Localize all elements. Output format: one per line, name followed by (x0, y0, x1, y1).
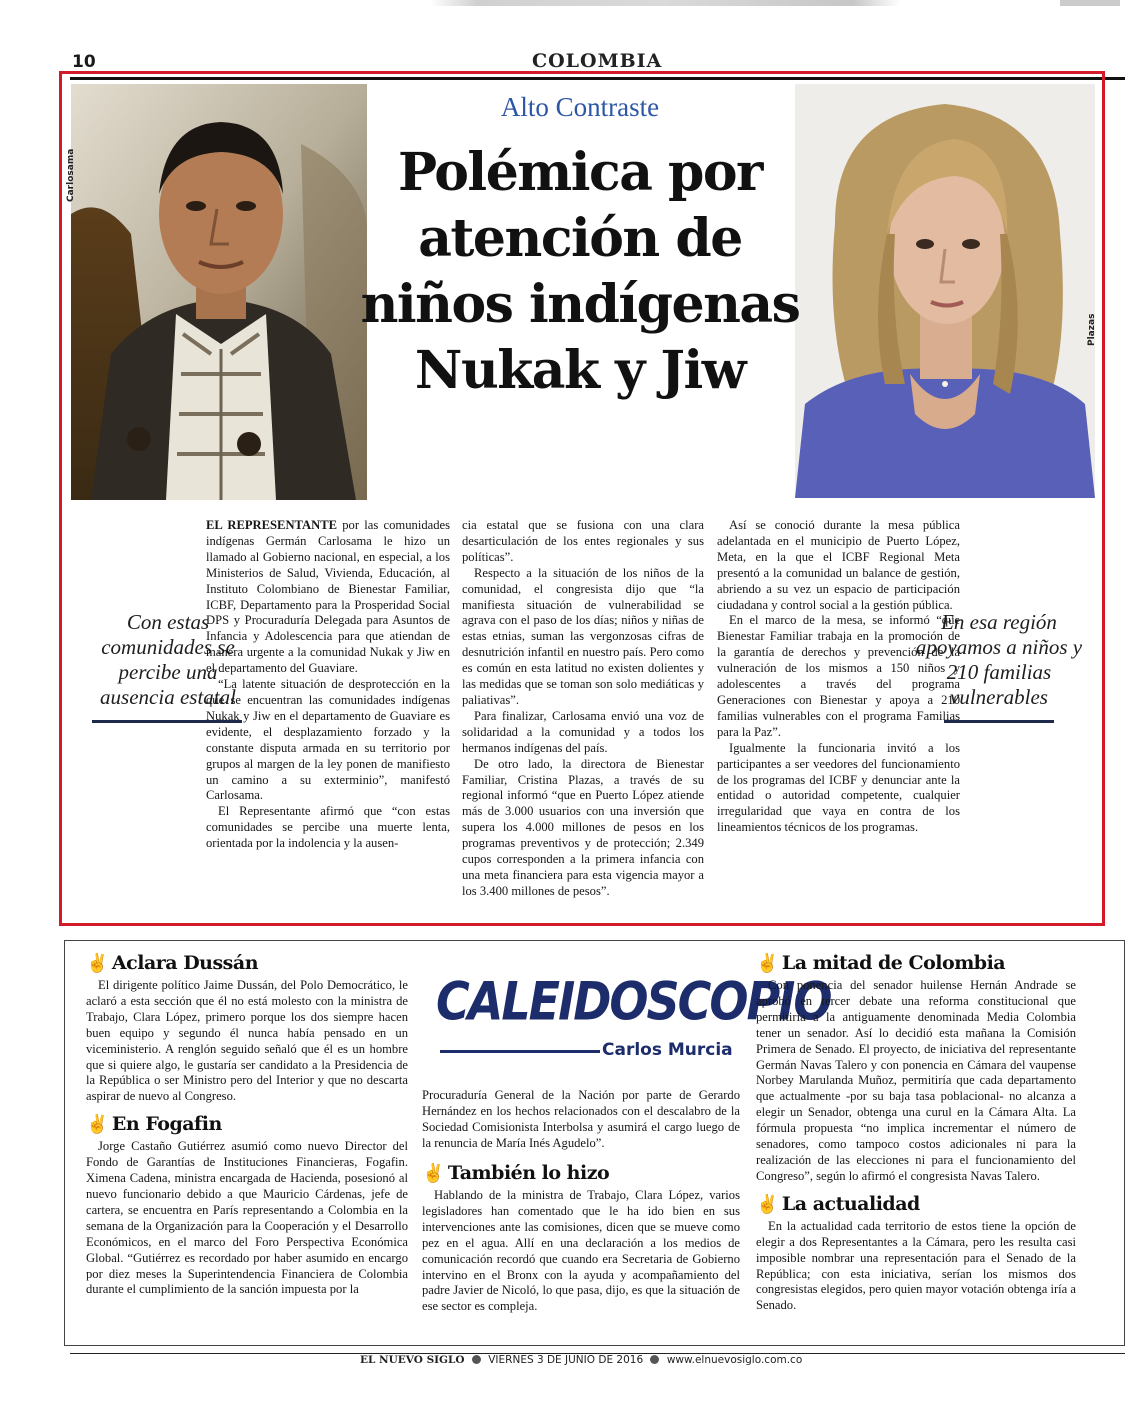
photo-credit-left: Carlosama (66, 148, 76, 202)
article-kicker: Alto Contraste (500, 92, 660, 122)
article-column-2 (462, 518, 704, 900)
portrait-woman-image (795, 84, 1095, 498)
scan-artifact (1060, 0, 1120, 6)
column-item-text: Jorge Castaño Gutiérrez asumió como nuevo Director del Fondo de Garantías de Instituciones Financieras, Fogafin. Ximena Cadena, ministra encargada de Hacienda, posesionó al nuevo funcionario debido a que Mauricio Cárdenas, jefe de cartera, se encuentra en París representando a Colombia en la semana de la Organización para la Cooperación y el Desarrollo Económicos, en el marco del Foro Perspectiva Económica Global. “Gutiérrez es recordado por haber asumido en encargo por diez meses la Superintendencia Financiera de Colombia durante el cumplimiento de la sanción impuesta por la (86, 1139, 408, 1297)
website-url: www.elnuevosiglo.com.co (666, 1354, 803, 1366)
issue-date: VIERNES 3 DE JUNIO DE 2016 (488, 1354, 644, 1366)
article-paragraph: En el marco de la mesa, se informó “que Bienestar Familiar trabaja en la promoción de la garantía de derechos y prevención de la vulneración de los mismos a 150 niños y adolescentes a través del programa Generaciones con Bienestar y apoya a 210 familias vulnerables con el programa Familias para la Paz”. (717, 613, 960, 739)
headline-line: atención de (418, 208, 742, 269)
photo-credit-right: Plazas (1087, 313, 1097, 346)
article-paragraph: Igualmente la funcionaria invitó a los participantes a ser veedores del funcionamiento de los programas del ICBF y denunciar ante la entidad o autoridad competente, cualquier irregularidad que vaya en contra de los lineamientos técnicos de los programas. (717, 740, 960, 835)
column-item-heading: ✌ La mitad de Colombia (756, 952, 1006, 974)
article-paragraph: De otro lado, la directora de Bienestar Familiar, Cristina Plazas, a través de su regional informó “que en Puerto López atiende más de 3.000 usuarios con una inversión que supera los 4.000 millones de pesos en los programas preventivos y de protección; 2.349 cupos corresponden a la primera infancia con una meta financiera para esta vigencia mayor a los 3.400 millones de pesos”. (462, 756, 704, 898)
scan-artifact (430, 0, 900, 6)
column-title: CALEIDOSCOPIO (436, 969, 831, 1033)
column-item-text: El dirigente político Jaime Dussán, del Polo Democrático, le aclaró a esta sección que él no está molesto con la ministra de Trabajo, Clara López, primero porque los dos siempre hacen buen equipo y segundo él nunca había pensado en un viceministerio. A renglón seguido señaló que él es un hombre que si quiere algo, le gustaría ser candidato a la Presidencia de la República o ser Ministro pero del Interior y que no descarta aspirar de nuevo al Congreso. (86, 978, 408, 1104)
photo-plazas (795, 84, 1095, 498)
headline-line: Polémica por (398, 142, 762, 203)
article-paragraph: Respecto a la situación de los niños de la comunidad, el congresista dijo que “la manifiesta situación de vulnerabilidad se agrava con el paso de los días; niños y niñas de estas etnias, suman las vergonzosas cifras de desnutrición infantil en nuestro país. Pero como es común en esta latitud no existen dolientes y las medidas que se toman son solo mediáticas y paliativas”. (462, 565, 704, 707)
pull-quote-rule (944, 720, 1054, 723)
headline-line: Nukak y Jiw (414, 340, 746, 401)
column-left (86, 952, 408, 1298)
column-author: Carlos Murcia (602, 1040, 733, 1060)
section-name: COLOMBIA (532, 50, 663, 72)
victory-hand-icon: ✌ (422, 1163, 444, 1184)
article-column-1 (206, 518, 450, 852)
column-item-text: En la actualidad cada territorio de estos tiene la opción de elegir a dos Representantes a la Cámara, pero les resulta casi imposible nombrar una representación para el Senado de la República; con esta iniciativa, serían los mismos dos congresistas elegidos, pero quien mayor votación obtenga iría a Senado. (756, 1218, 1076, 1313)
column-item-heading: ✌ También lo hizo (422, 1162, 610, 1184)
headline-line: niños indígenas (360, 274, 800, 335)
bullet-dot-icon (472, 1355, 481, 1364)
victory-hand-icon: ✌ (86, 953, 108, 974)
lead-in: EL REPRESENTANTE (206, 518, 337, 532)
page-footer (360, 1354, 802, 1366)
column-item-heading: ✌ La actualidad (756, 1192, 920, 1215)
column-center (422, 1162, 740, 1315)
victory-hand-icon: ✌ (756, 953, 778, 974)
article-paragraph: Para finalizar, Carlosama envió una voz de solidaridad a la comunidad y a todos los hermanos indígenas del país. (462, 708, 704, 755)
pull-quote-right: En esa región apoyamos a niños y 210 familias vulnerables (915, 610, 1083, 709)
bullet-dot-icon (650, 1355, 659, 1364)
article-paragraph: cia estatal que se fusiona con una clara desarticulación de los entes regionales y sus políticas”. (462, 518, 704, 564)
column-item-heading: ✌ Aclara Dussán (86, 952, 259, 974)
article-headline (360, 140, 800, 404)
article-column-3 (717, 518, 960, 836)
article-paragraph: EL REPRESENTANTE por las comunidades indígenas Germán Carlosama le hizo un llamado al Gobierno nacional, en especial, a los Ministerios de Salud, Vivienda, Educación, al Instituto Colombiano de Bienestar Familiar, ICBF, Departamento para la Prosperidad Social DPS y Procuraduría Delegada para Asuntos de Infancia y Adolescencia para que atiendan de manera urgente a la comunidad Nukak y Jiw en el departamento del Guaviare. (206, 518, 450, 676)
victory-hand-icon: ✌ (756, 1193, 778, 1215)
victory-hand-icon: ✌ (86, 1114, 108, 1136)
column-item-text: Hablando de la ministra de Trabajo, Clara López, varios legisladores han comentado que le ha ido bien en sus intervenciones ante las comisiones, dicen que se mueve como pez en el agua. Allí en una declaración a los medios de comunicación recordó que cuando era Secretaria de Gobierno intervino en el Bronx con la ayuda y acompañamiento del padre Javier de Nicoló, lo que pasa, dijo, es que la situación de ese sector es compleja. (422, 1188, 740, 1314)
column-title-rule (440, 1050, 600, 1053)
pull-quote-left: Con estas comunidades se percibe una ausencia estatal (100, 610, 236, 709)
column-item-text: Procuraduría General de la Nación por parte de Gerardo Hernández en los hechos relacionados con el descalabro de la Sociedad Comisionista Interbolsa y asumirá el cargo luego de la renuncia de María Inés Agudelo”. (422, 1088, 740, 1150)
photo-carlosama (71, 84, 367, 500)
column-item-heading: ✌ En Fogafin (86, 1113, 222, 1136)
article-paragraph: El Representante afirmó que “con estas comunidades se percibe una muerte lenta, orientada por la indolencia y la ausen- (206, 804, 450, 851)
newspaper-name: EL NUEVO SIGLO (360, 1354, 465, 1366)
article-paragraph: “La latente situación de desprotección en la que se encuentran las comunidades indígenas Nukak y Jiw en el departamento de Guaviare es evidente, el desplazamiento forzado y la constante disputa armada en su territorio por grupos al margen de la ley ponen de manifiesto un camino a su exterminio”, manifestó Carlosama. (206, 677, 450, 803)
article-paragraph: Así se conoció durante la mesa pública adelantada en el municipio de Puerto López, Meta, en la que el ICBF Regional Meta presentó a la comunidad un balance de gestión, abriendo a su vez un espacio de participación ciudadana y control social a la gestión pública. (717, 518, 960, 612)
column-right (756, 952, 1076, 1314)
portrait-man-image (71, 84, 367, 500)
page-number: 10 (72, 52, 96, 72)
column-item-text: Con ponencia del senador huilense Hernán Andrade se aprobó en tercer debate una reforma constitucional que permitiría a la antiguamente denominada Media Colombia tener un senador. Así lo decidió esta mañana la Comisión Primera de Senado. El proyecto, de iniciativa del representante Germán Navas Talero y con ponencia en Cámara del vaupense Norbey Marulanda Muñoz, permitiría que cada departamento que actualmente -por su baja tasa poblacional- no alcanza a elegir un Senador, obtenga una curul en la Cámara Alta. La fórmula propuesta “no implica incrementar el número de senadores, como tampoco costos adicionales ni para la realización de las elecciones ni para el funcionamiento del Congreso”, según lo afirmó el congresista Navas Talero. (756, 978, 1076, 1183)
